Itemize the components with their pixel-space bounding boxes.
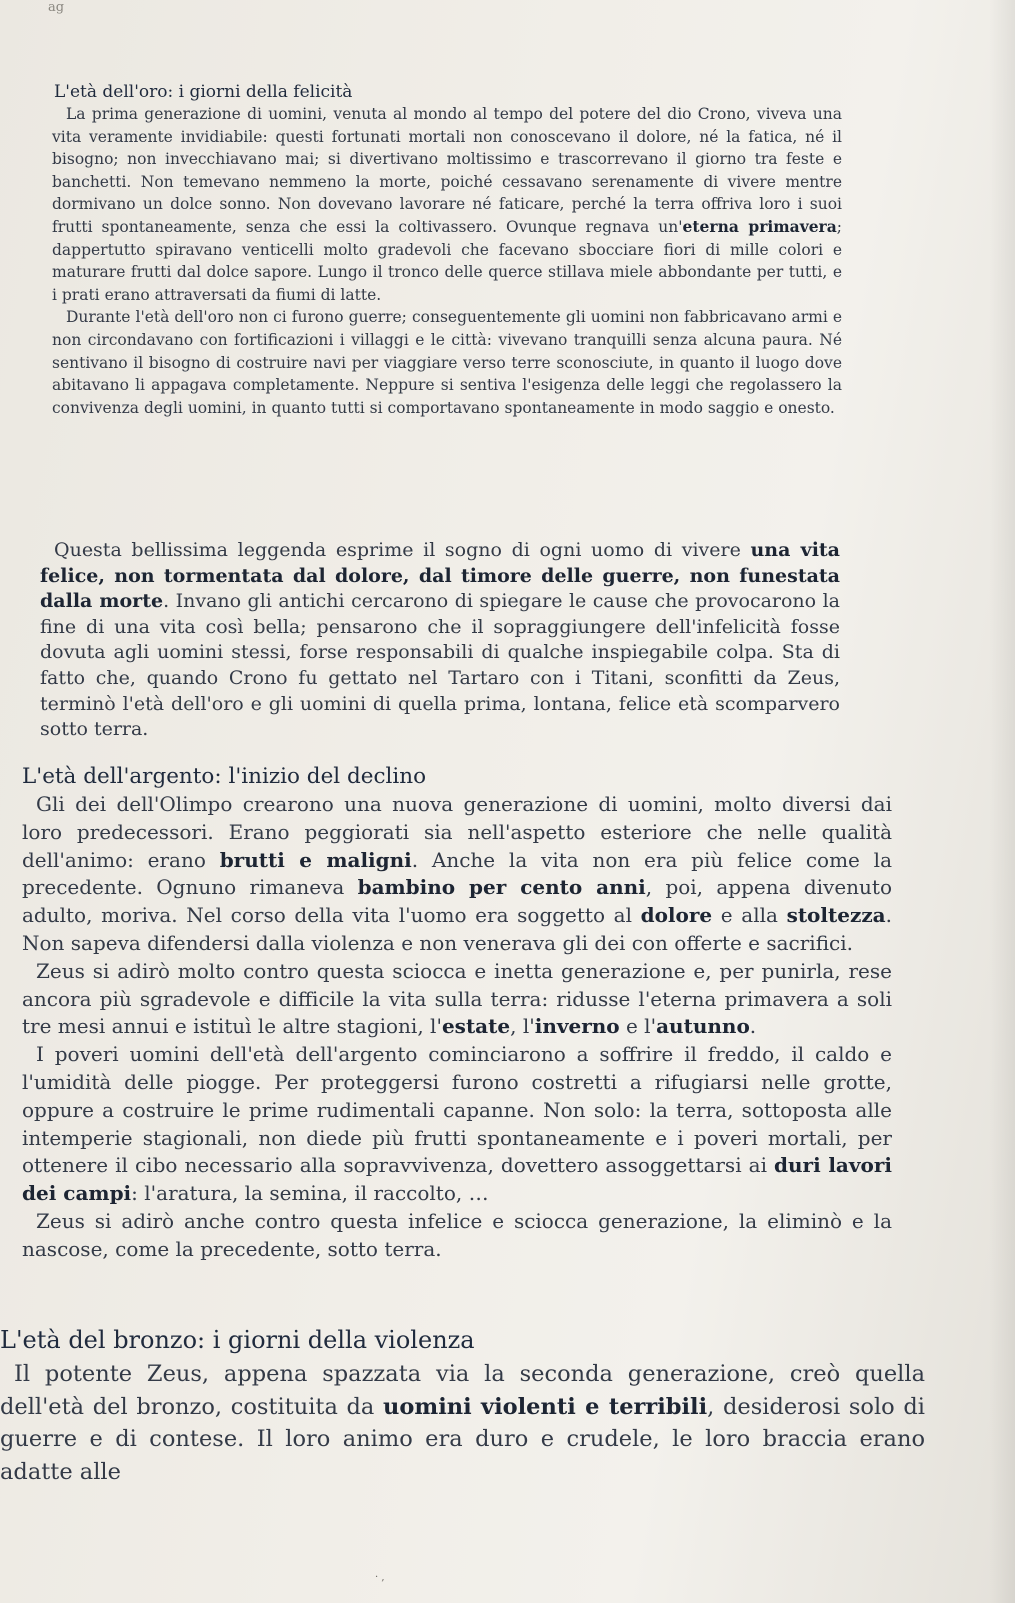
paragraph-argento-4: Zeus si adirò anche contro questa infelice e sciocca generazione, la eliminò e la nascose, come la precedente, sotto terra. (22, 1208, 892, 1261)
paragraph-oro-1: La prima generazione di uomini, venuta al mondo al tempo del potere del dio Crono, viveva una vita veramente invidiabile: questi fortunati mortali non conoscevano il dolore, né la fatica, né il bisogno; non invecchiavano mai; si divertivano moltissimo e trascorrevano il giorno tra feste e banchetti. Non temevano nemmeno la morte, poiché cessavano serenamente di vivere mentre dormivano un dolce sonno. Non dovevano lavorare né faticare, perché la terra offriva loro i suoi frutti spontaneamente, senza che essi la coltivassero. Ovunque regnava un'eterna primavera; dappertutto spiravano venticelli molto gradevoli che facevano sbocciare fiori di mille colori e maturare frutti dal dolce sapore. Lungo il tronco delle querce stillava miele abbondante per tutti, e i prati erano attraversati da fiumi di latte. (52, 105, 842, 304)
paragraph-legend: Questa bellissima leggenda esprime il sogno di ogni uomo di vivere una vita felice, non tormentata dal dolore, dal timore delle guerre, non funestata dalla morte. Invano gli antichi cercarono di spiegare le cause che provocarono la fine di una vita così bella; pensarono che il sopraggiungere dell'infelicità fosse dovuta agli uomini stessi, forse responsabili di qualche inspiegabile colpa. Sta di fatto che, quando Crono fu gettato nel Tartaro con i Titani, sconfitti da Zeus, terminò l'età dell'oro e gli uomini di quella prima, lontana, felice età scomparvero sotto terra. (40, 539, 840, 741)
heading-eta-argento: L'età dell'argento: l'inizio del declino (22, 764, 427, 789)
paragraph-argento-2: Zeus si adirò molto contro questa sciocca e inetta generazione e, per punirla, rese ancora più sgradevole e difficile la vita sulla terra: ridusse l'eterna primavera a soli tre mesi annui e istituì le altre stagioni, l'estate, l'inverno e l'autunno. (22, 958, 892, 1039)
paragraph-oro-2: Durante l'età dell'oro non ci furono guerre; conseguentemente gli uomini non fabbricavano armi e non circondavano con fortificazioni i villaggi e le città: vivevano tranquilli senza alcuna paura. Né sentivano il bisogno di costruire navi per viaggiare verso terre sconosciute, in quanto il luogo dove abitavano li appagava completamente. Neppure si sentiva l'esigenza delle leggi che regolassero la convivenza degli uomini, in quanto tutti si comportavano spontaneamente in modo saggio e onesto. (52, 308, 842, 417)
heading-eta-bronzo: L'età del bronzo: i giorni della violenza (0, 1326, 475, 1354)
paragraph-argento-3: I poveri uomini dell'età dell'argento cominciarono a soffrire il freddo, il caldo e l'umidità delle piogge. Per proteggersi furono costretti a rifugiarsi nelle grotte, oppure a costruire le prime rudimentali capanne. Non solo: la terra, sottoposta alle intemperie stagionali, non diede più frutti spontaneamente e i poveri mortali, per ottenere il cibo necessario alla sopravvivenza, dovettero assoggettarsi ai duri lavori dei campi: l'aratura, la semina, il raccolto, … (22, 1042, 892, 1206)
paragraph-argento-1: Gli dei dell'Olimpo crearono una nuova generazione di uomini, molto diversi dai loro predecessori. Erano peggiorati sia nell'aspetto esteriore che nelle qualità dell'animo: erano brutti e maligni. Anche la vita non era più felice come la precedente. Ognuno rimaneva bambino per cento anni, poi, appena divenuto adulto, moriva. Nel corso della vita l'uomo era soggetto al dolore e alla stoltezza. Non sapeva difendersi dalla violenza e non venerava gli dei con offerte e sacrifici. (22, 792, 892, 955)
section-eta-oro (52, 82, 842, 419)
page-speck: · , (375, 1572, 385, 1583)
section-eta-argento (22, 764, 892, 1264)
section-eta-bronzo (0, 1326, 925, 1488)
paragraph-bronzo-1: Il potente Zeus, appena spazzata via la seconda generazione, creò quella dell'età del bronzo, costituita da uomini violenti e terribili, desiderosi solo di guerre e di contese. Il loro animo era duro e crudele, le loro braccia erano adatte alle (0, 1361, 925, 1485)
heading-eta-oro: L'età dell'oro: i giorni della felicità (54, 82, 353, 102)
section-legend (40, 538, 840, 743)
page-corner-mark: ag (48, 0, 65, 15)
